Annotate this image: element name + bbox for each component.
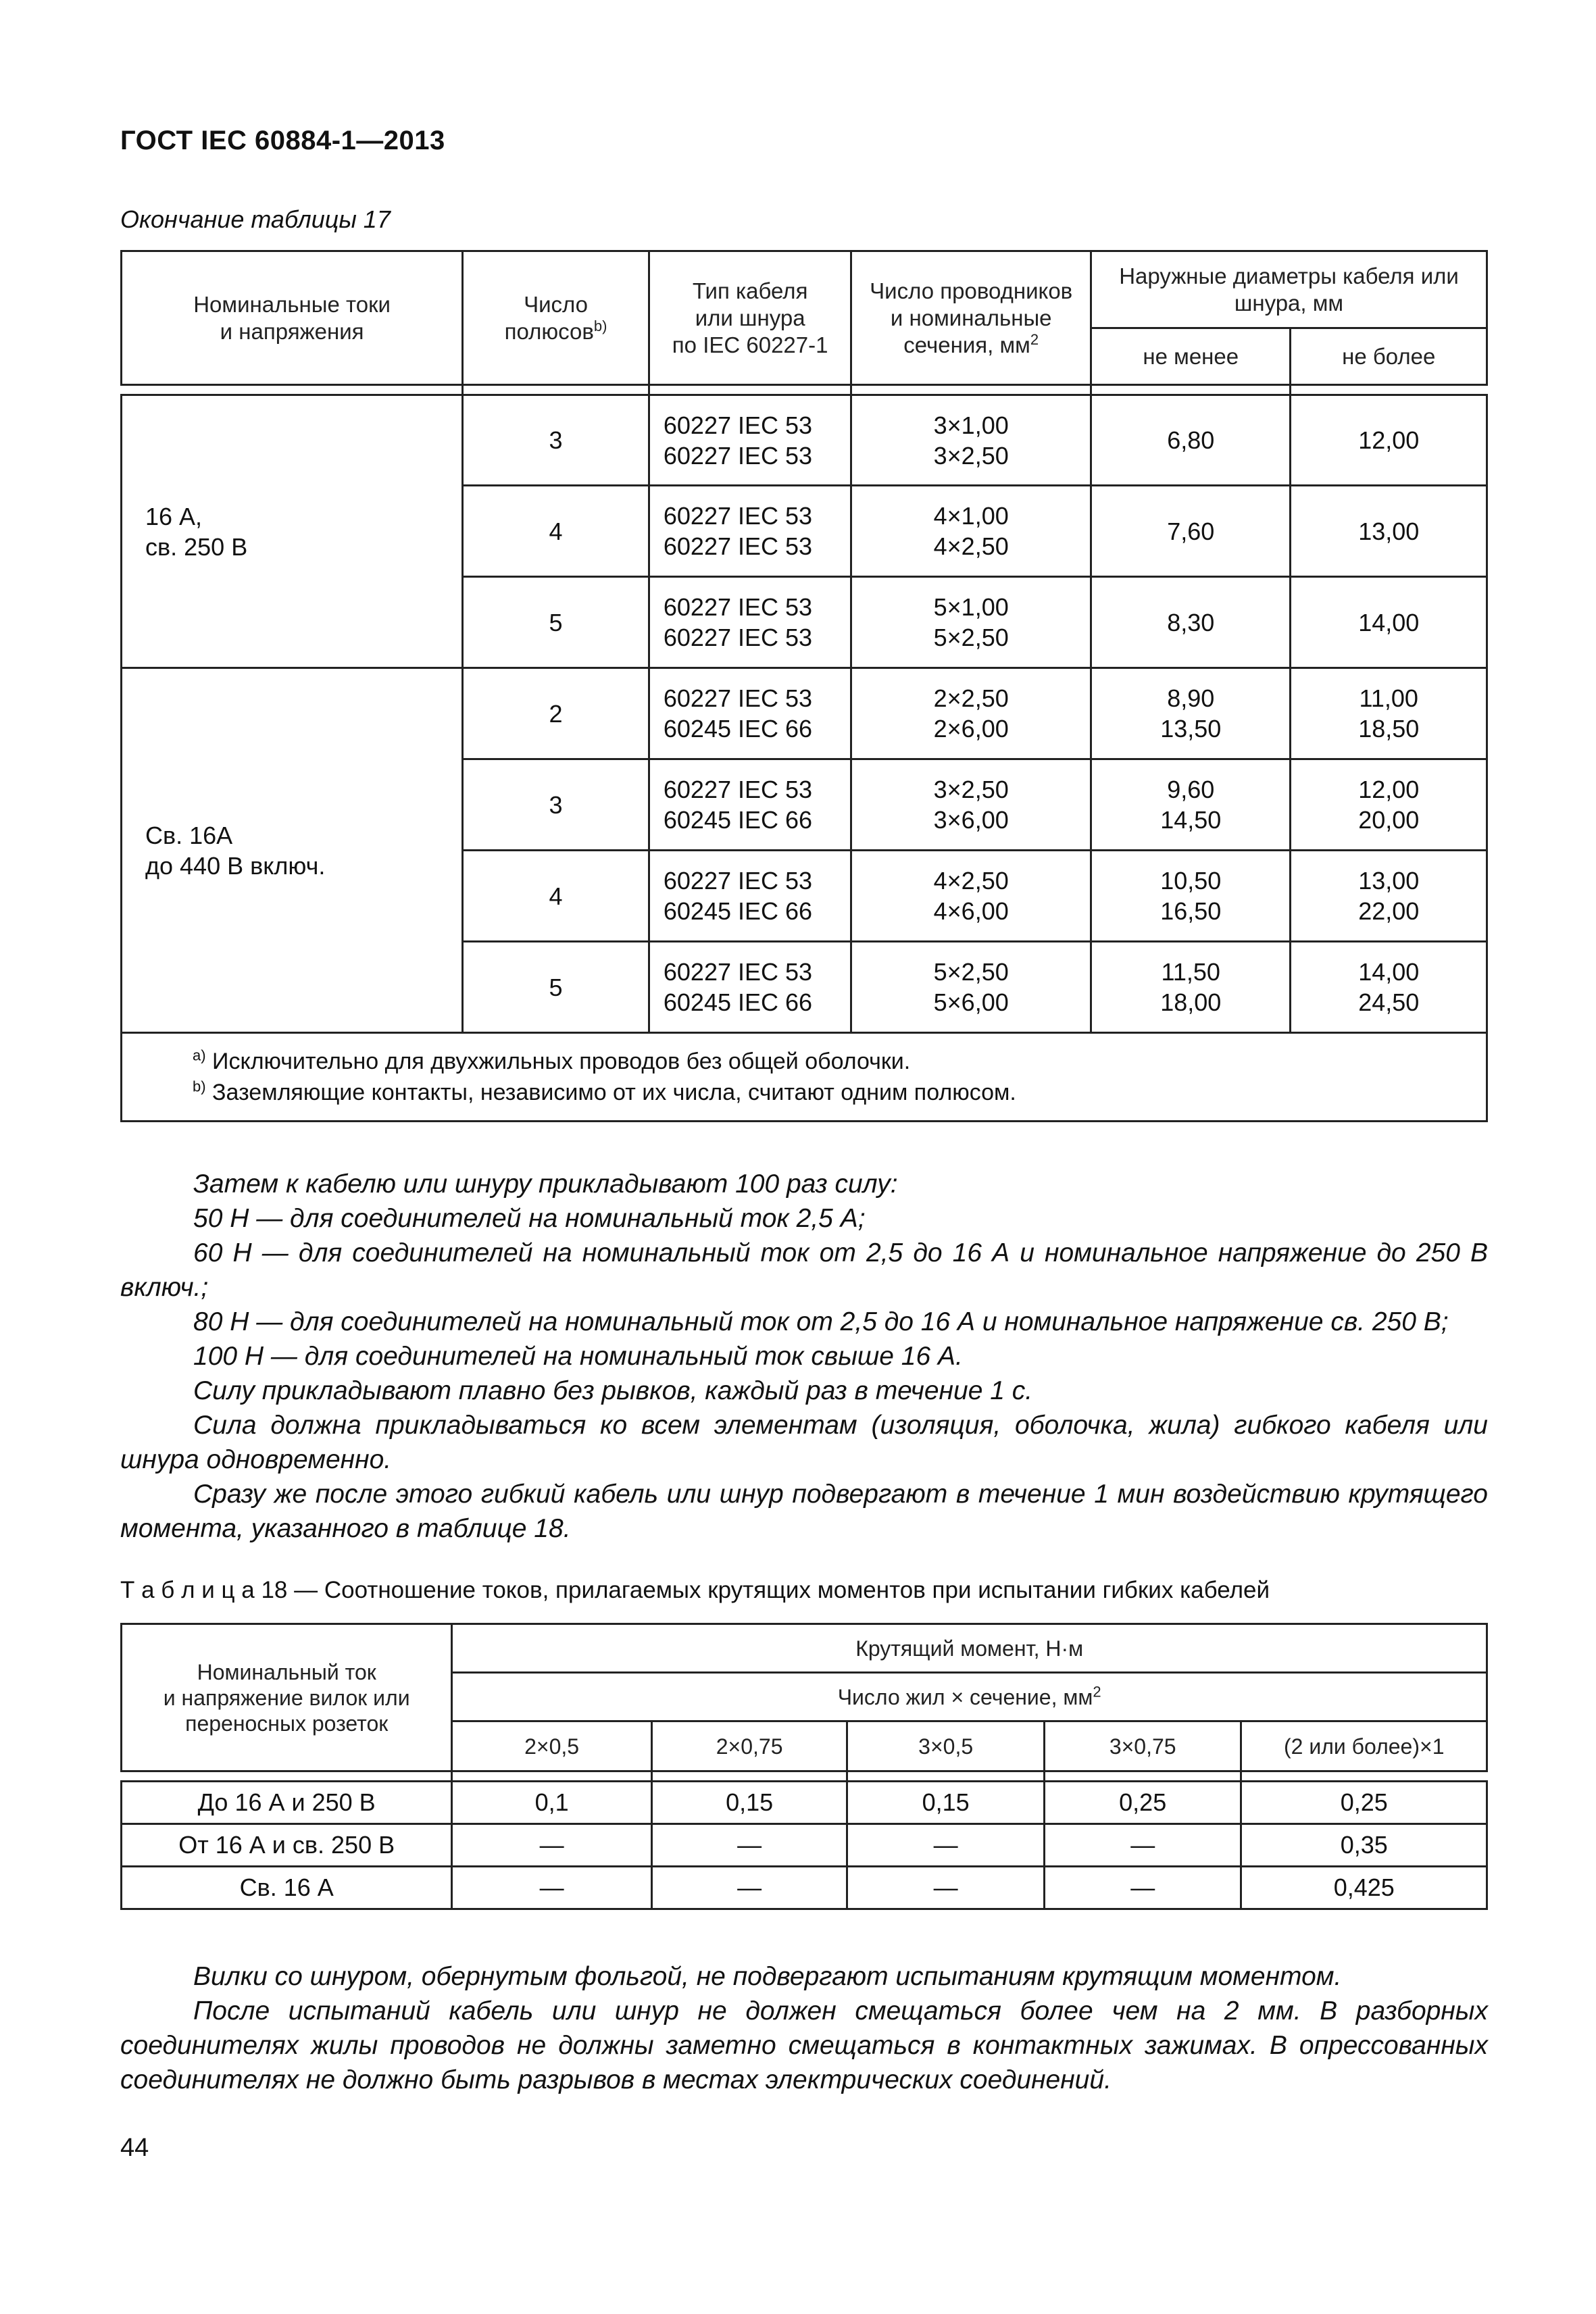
paragraph: 80 Н — для соединителей на номинальный ток от 2,5 до 16 А и номинальное напряжение св. 250 В; [193, 1307, 1449, 1336]
conductors-cell: 4×1,00 4×2,50 [851, 486, 1091, 577]
row-label: Св. 16 А [122, 1867, 452, 1909]
max-cell: 13,00 [1291, 486, 1487, 577]
header-poles: Число полюсов$^{b)}$ [463, 251, 649, 385]
min-cell: 8,90 13,50 [1091, 668, 1291, 759]
poles-cell: 5 [463, 942, 649, 1033]
value-cell: 0,15 [651, 1782, 847, 1824]
conductors-cell: 3×1,00 3×2,50 [851, 395, 1091, 486]
poles-cell: 5 [463, 577, 649, 668]
value-cell: 0,35 [1241, 1824, 1487, 1867]
table-row [122, 1824, 1487, 1867]
header-torque: Крутящий момент, Н·м [452, 1624, 1487, 1673]
cable-cell: 60227 IEC 53 60245 IEC 66 [649, 668, 851, 759]
value-cell: — [847, 1824, 1045, 1867]
poles-cell: 3 [463, 395, 649, 486]
page-number: 44 [120, 2134, 149, 2162]
body-text-1 [120, 1167, 1488, 1546]
min-cell: 8,30 [1091, 577, 1291, 668]
value-cell: — [452, 1824, 652, 1867]
table-row [122, 1867, 1487, 1909]
header-cable-type: Тип кабеля или шнура по IEC 60227-1 [649, 251, 851, 385]
value-cell: — [651, 1867, 847, 1909]
poles-cell: 2 [463, 668, 649, 759]
poles-cell: 4 [463, 851, 649, 942]
table18-title: Т а б л и ц а 18 — Соотношение токов, прилагаемых крутящих моментов при испытании гибких кабелей [120, 1577, 1270, 1603]
paragraph: Силу прикладывают плавно без рывков, каждый раз в течение 1 с. [193, 1376, 1033, 1405]
max-cell: 14,00 24,50 [1291, 942, 1487, 1033]
min-cell: 6,80 [1091, 395, 1291, 486]
conductors-cell: 3×2,50 3×6,00 [851, 759, 1091, 851]
page-header: ГОСТ IEC 60884-1—2013 [120, 126, 445, 155]
value-cell: 0,425 [1241, 1867, 1487, 1909]
rated-cell: Св. 16А до 440 В включ. [122, 668, 463, 1033]
table-row [122, 668, 1487, 759]
header-conductors: Число проводников и номинальные сечения, $мм^2$ [851, 251, 1091, 385]
value-cell: 0,25 [1044, 1782, 1241, 1824]
cable-cell: 60227 IEC 53 60227 IEC 53 [649, 577, 851, 668]
value-cell: — [452, 1867, 652, 1909]
cable-cell: 60227 IEC 53 60245 IEC 66 [649, 759, 851, 851]
value-cell: — [1044, 1867, 1241, 1909]
table-17 [120, 250, 1488, 1122]
table-row [122, 1782, 1487, 1824]
header-max: не более [1291, 328, 1487, 385]
paragraph: 50 Н — для соединителей на номинальный ток 2,5 А; [193, 1204, 866, 1233]
paragraph: 60 Н — для соединителей на номинальный ток от 2,5 до 16 А и номинальное напряжение до 250 В включ.; [120, 1238, 1488, 1302]
table-notes [122, 1033, 1487, 1122]
min-cell: 7,60 [1091, 486, 1291, 577]
value-cell: — [651, 1824, 847, 1867]
min-cell: 11,50 18,00 [1091, 942, 1291, 1033]
min-cell: 9,60 14,50 [1091, 759, 1291, 851]
cable-cell: 60227 IEC 53 60227 IEC 53 [649, 395, 851, 486]
header-rated: Номинальный ток и напряжение вилок или переносных розеток [122, 1624, 452, 1771]
conductors-cell: 4×2,50 4×6,00 [851, 851, 1091, 942]
conductors-cell: 5×2,50 5×6,00 [851, 942, 1091, 1033]
max-cell: 12,00 [1291, 395, 1487, 486]
max-cell: 13,00 22,00 [1291, 851, 1487, 942]
value-cell: — [1044, 1824, 1241, 1867]
conductors-cell: 5×1,00 5×2,50 [851, 577, 1091, 668]
conductors-cell: 2×2,50 2×6,00 [851, 668, 1091, 759]
poles-cell: 4 [463, 486, 649, 577]
header-cores: Число жил × сечение, $мм^2$ [452, 1673, 1487, 1721]
header-col: 2×0,75 [651, 1721, 847, 1771]
table17-caption: Окончание таблицы 17 [120, 205, 391, 233]
max-cell: 12,00 20,00 [1291, 759, 1487, 851]
row-label: До 16 А и 250 В [122, 1782, 452, 1824]
max-cell: 14,00 [1291, 577, 1487, 668]
header-col: 3×0,5 [847, 1721, 1045, 1771]
min-cell: 10,50 16,50 [1091, 851, 1291, 942]
header-col: 3×0,75 [1044, 1721, 1241, 1771]
paragraph: Затем к кабелю или шнуру прикладывают 100 раз силу: [193, 1169, 898, 1199]
paragraph: Вилки со шнуром, обернутым фольгой, не подвергают испытаниям крутящим моментом. [193, 1962, 1342, 1991]
value-cell: 0,1 [452, 1782, 652, 1824]
header-rated: Номинальные токи и напряжения [122, 251, 463, 385]
max-cell: 11,00 18,50 [1291, 668, 1487, 759]
table-18 [120, 1623, 1488, 1910]
note-b: $^{b)}$ Заземляющие контакты, независимо от их числа, считают одним полюсом. [193, 1078, 1016, 1105]
cable-cell: 60227 IEC 53 60245 IEC 66 [649, 942, 851, 1033]
table-row [122, 395, 1487, 486]
header-min: не менее [1091, 328, 1291, 385]
body-text-2 [120, 1959, 1488, 2097]
paragraph: Сила должна прикладываться ко всем элементам (изоляция, оболочка, жила) гибкого кабеля или шнура одновременно. [120, 1411, 1488, 1474]
cable-cell: 60227 IEC 53 60245 IEC 66 [649, 851, 851, 942]
value-cell: 0,25 [1241, 1782, 1487, 1824]
paragraph: Сразу же после этого гибкий кабель или шнур подвергают в течение 1 мин воздействию крутящего момента, указанного в таблице 18. [120, 1480, 1488, 1543]
poles-cell: 3 [463, 759, 649, 851]
value-cell: — [847, 1867, 1045, 1909]
cable-cell: 60227 IEC 53 60227 IEC 53 [649, 486, 851, 577]
note-a: $^{a)}$ Исключительно для двухжильных проводов без общей оболочки. [193, 1047, 911, 1074]
value-cell: 0,15 [847, 1782, 1045, 1824]
paragraph: После испытаний кабель или шнур не должен смещаться более чем на 2 мм. В разборных соединителях жилы проводов не должны заметно смещаться в контактных зажимах. В опрессованных соединителях не должно быть разрывов в местах электрических соединений. [120, 1996, 1488, 2094]
paragraph: 100 Н — для соединителей на номинальный ток свыше 16 А. [193, 1342, 963, 1371]
header-col: 2×0,5 [452, 1721, 652, 1771]
row-label: От 16 А и св. 250 В [122, 1824, 452, 1867]
rated-cell: 16 А, св. 250 В [122, 395, 463, 668]
header-diameters: Наружные диаметры кабеля или шнура, мм [1091, 251, 1487, 328]
header-col: (2 или более)×1 [1241, 1721, 1487, 1771]
